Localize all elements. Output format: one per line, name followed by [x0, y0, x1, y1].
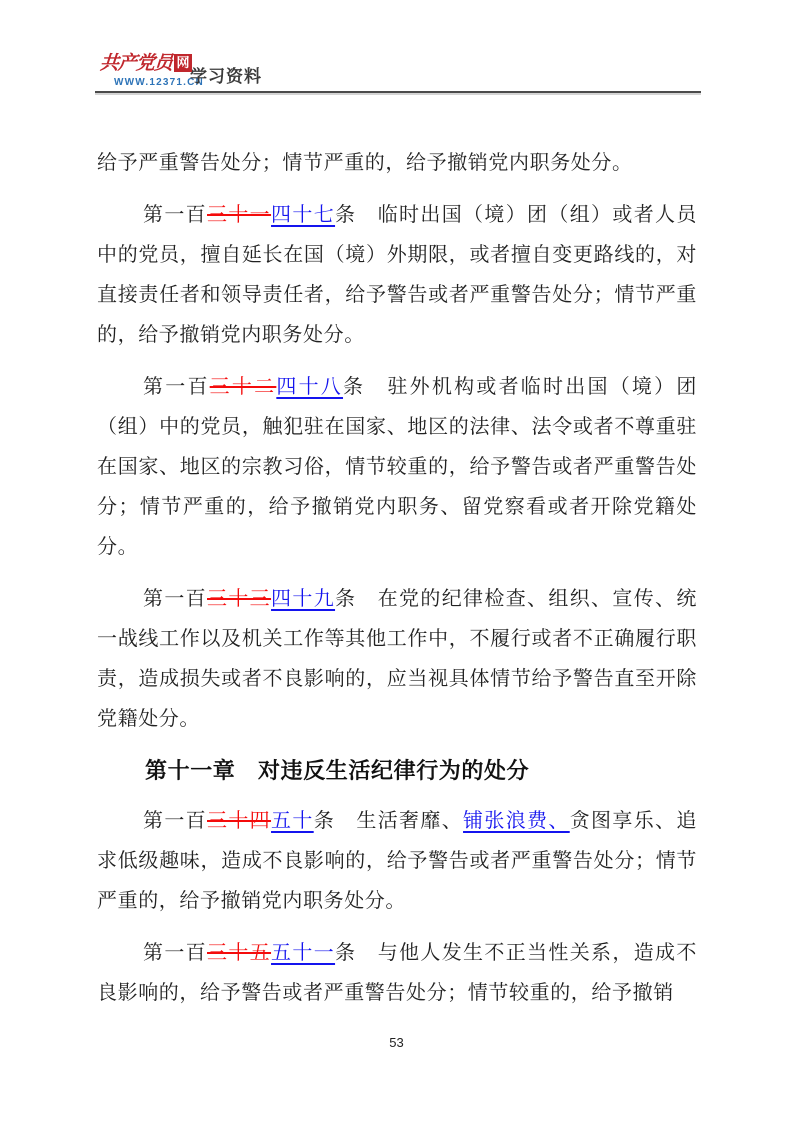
- inserted-text: 四十九: [271, 588, 336, 610]
- paragraph: [97, 801, 697, 921]
- text-run: 条 生活奢靡、: [313, 810, 464, 832]
- text-run: 第一百: [143, 942, 208, 964]
- logo-net-badge: 网: [174, 54, 192, 72]
- text-run: 给予严重警告处分；情节严重的，给予撤销党内职务处分。: [97, 152, 633, 174]
- page-header: [0, 0, 793, 95]
- logo-url: WWW.12371.CN: [114, 77, 204, 88]
- header-divider: [95, 91, 701, 93]
- deleted-text: 三十三: [207, 588, 272, 610]
- deleted-text: 三十五: [207, 942, 272, 964]
- text-run: 第一百: [143, 588, 208, 610]
- text-run: 第十一章 对违反生活纪律行为的处分: [145, 758, 530, 783]
- inserted-text: 四十七: [271, 204, 336, 226]
- text-run: 第一百: [143, 810, 208, 832]
- paragraph: [97, 367, 697, 567]
- logo-calligraphy-text: 共产党员: [99, 53, 173, 74]
- document-body: [97, 143, 697, 1025]
- inserted-text: 铺张浪费、: [463, 810, 570, 832]
- text-run: 第一百: [143, 376, 210, 398]
- inserted-text: 五十: [271, 810, 314, 832]
- text-run: 条 与他人发生不正当性关系，造成不良影响的，给予警告或者严重警告处分；情节较重的，给予撤销: [97, 942, 697, 1004]
- inserted-text: 四十八: [276, 376, 344, 398]
- deleted-text: 三十二: [209, 376, 277, 398]
- text-run: 第一百: [143, 204, 208, 226]
- paragraph: [97, 195, 697, 355]
- text-run: 贪图享乐、追求低级趣味，造成不良影响的，给予警告或者严重警告处分；情节严重的，给予撤销党内职务处分。: [97, 810, 697, 912]
- deleted-text: 三十一: [207, 204, 272, 226]
- deleted-text: 三十四: [207, 810, 272, 832]
- paragraph: [97, 579, 697, 739]
- text-run: 条 在党的纪律检查、组织、宣传、统一战线工作以及机关工作等其他工作中，不履行或者不正确履行职责，造成损失或者不良影响的，应当视具体情节给予警告直至开除党籍处分。: [97, 588, 697, 730]
- inserted-text: 五十一: [271, 942, 336, 964]
- chapter-heading: [97, 751, 697, 791]
- header-subtitle: 学习资料: [190, 67, 262, 86]
- text-run: 条 临时出国（境）团（组）或者人员中的党员，擅自延长在国（境）外期限，或者擅自变更路线的，对直接责任者和领导责任者，给予警告或者严重警告处分；情节严重的，给予撤销党内职务处分。: [97, 204, 697, 346]
- page-number: 53: [389, 1035, 404, 1050]
- paragraph: [97, 143, 697, 183]
- text-run: 条 驻外机构或者临时出国（境）团（组）中的党员，触犯驻在国家、地区的法律、法令或者不尊重驻在国家、地区的宗教习俗，情节较重的，给予警告或者严重警告处分；情节严重的，给予撤销党内职务、留党察看或者开除党籍处分。: [97, 376, 697, 558]
- paragraph: [97, 933, 697, 1013]
